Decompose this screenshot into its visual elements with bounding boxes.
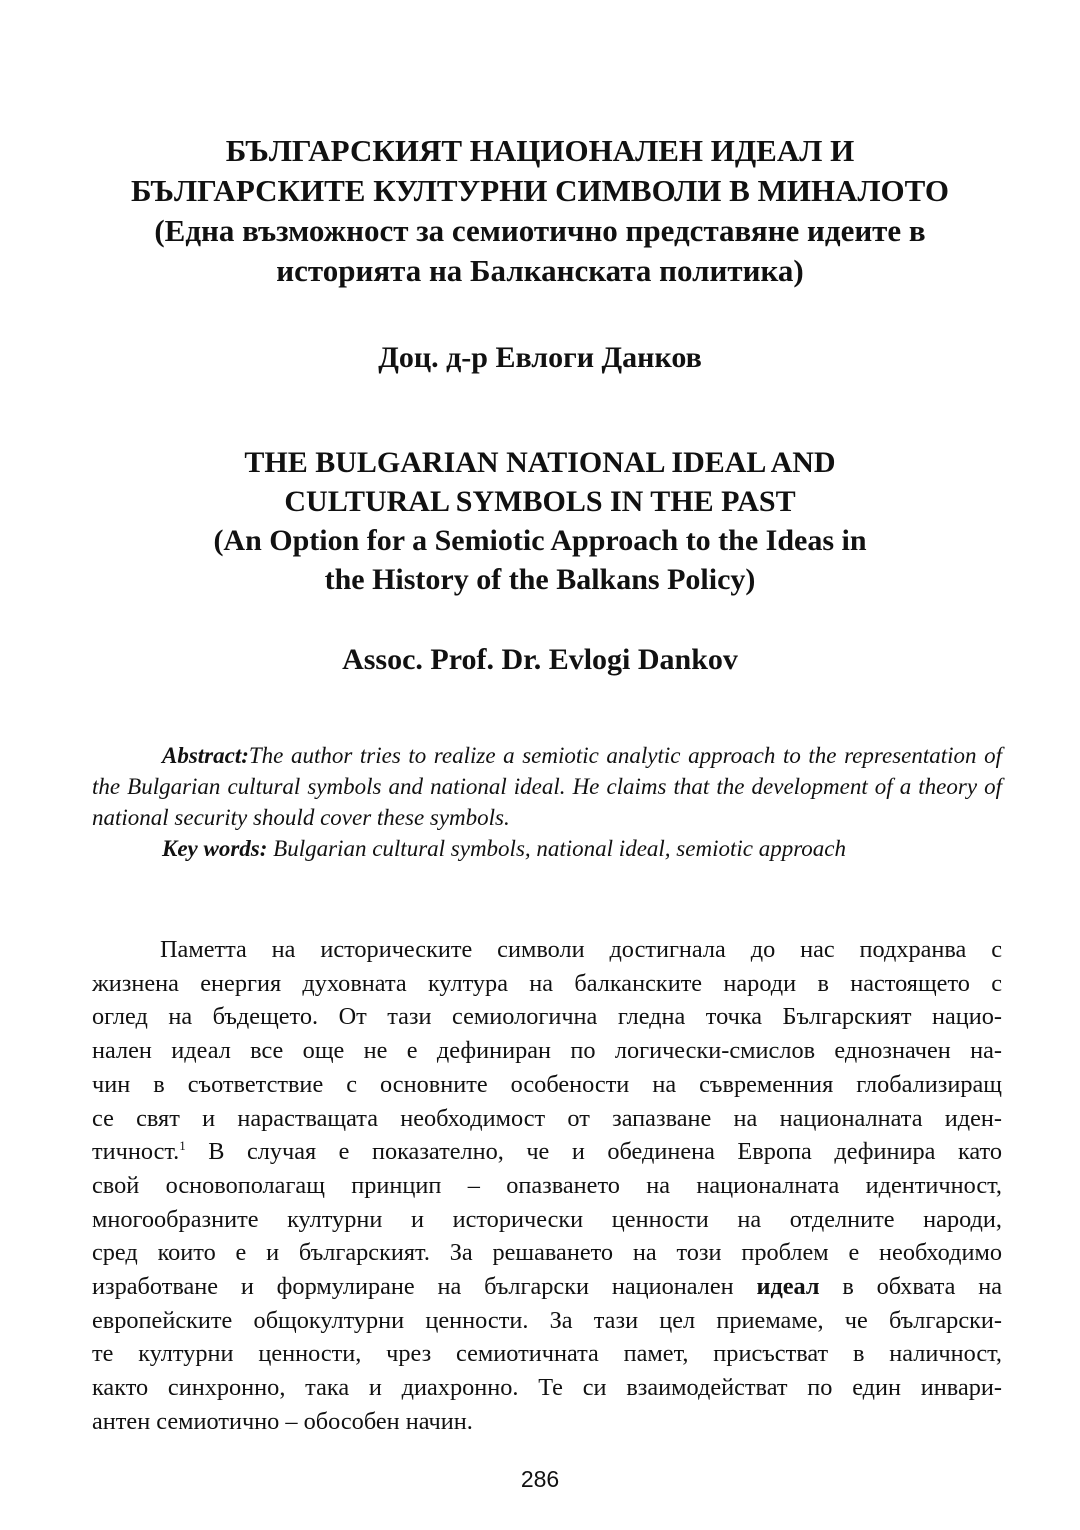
keywords-label: Key words: [162,836,268,861]
body-line: антен семиотично – обособен начин. [92,1407,473,1435]
english-subtitle-line: (An Option for a Semiotic Approach to the Ideas in [213,524,867,557]
body-line: както синхронно, така и диахронно. Те си взаимодействат по един инвари- [92,1374,1002,1402]
english-title [0,443,1080,599]
abstract-label: Abstract: [162,743,249,768]
keywords-text: Bulgarian cultural symbols, national ideal, semiotic approach [273,836,847,861]
english-title-line: CULTURAL SYMBOLS IN THE PAST [284,485,796,518]
body-line: се свят и нарастващата необходимост от запазване на националната иден- [92,1104,1002,1132]
body-line: свой основополагащ принцип – опазването на националната идентичност, [92,1171,1002,1199]
body-text-fragment: В случая е показателно, че и обединена Европа дефинира като [185,1138,1002,1166]
body-line: сред които е и българският. За решаването на този проблем е необходимо [92,1239,1002,1267]
english-author: Assoc. Prof. Dr. Evlogi Dankov [342,643,738,676]
body-line: оглед на бъдещето. От тази семиологична гледна точка Българският нацио- [92,1003,1002,1031]
body-line: нален идеал все още не е дефиниран по логически-смислов еднозначен на- [92,1037,1002,1065]
abstract-paragraph [92,740,1002,833]
bulgarian-subtitle-line: историята на Балканската политика) [276,253,804,288]
keywords-paragraph [92,833,1002,864]
emphasized-word: идеал [756,1273,820,1301]
body-line: европейските общокултурни ценности. За тази цел приемаме, че български- [92,1306,1002,1334]
body-text-fragment: тичност. [92,1138,180,1166]
bulgarian-title [0,131,1080,291]
bulgarian-author: Доц. д-р Евлоги Данков [378,341,702,374]
body-line: те културни ценности, чрез семиотичната памет, присъстват в наличност, [92,1340,1002,1368]
body-text-fragment: в обхвата на [819,1273,1002,1301]
abstract-section [92,740,1002,864]
body-text-fragment: изработване и формулиране на български национален [92,1273,757,1301]
bulgarian-title-line: БЪЛГАРСКИТЕ КУЛТУРНИ СИМВОЛИ В МИНАЛОТО [130,173,950,208]
body-line: чин в съответствие с основните особености на съвременния глобализиращ [92,1070,1002,1098]
body-line: многообразните културни и исторически ценности на отделните народи, [92,1205,1002,1233]
bulgarian-subtitle-line: (Една възможност за семиотично представяне идеите в [154,213,926,248]
english-subtitle-line: the History of the Balkans Policy) [324,563,756,596]
body-line: Паметта на историческите символи достигнала до нас подхранва с [160,936,1002,963]
bulgarian-title-line: БЪЛГАРСКИЯТ НАЦИОНАЛЕН ИДЕАЛ И [225,133,855,168]
english-title-line: THE BULGARIAN NATIONAL IDEAL AND [244,446,836,479]
body-line-with-footnote [92,1135,1002,1169]
page-number: 286 [520,1466,560,1492]
abstract-text: The author tries to realize a semiotic analytic approach to the representation of the Bulgarian cultural symbols and national ideal. He claims that the development of a theory of national security should cover these symbols. [92,743,1002,830]
body-line-with-emphasis [92,1270,1002,1304]
footnote-reference[interactable]: 1 [179,1138,186,1154]
body-paragraph [92,933,1002,1439]
body-line: жизнена енергия духовната култура на балканските народи в настоящето с [92,969,1002,997]
